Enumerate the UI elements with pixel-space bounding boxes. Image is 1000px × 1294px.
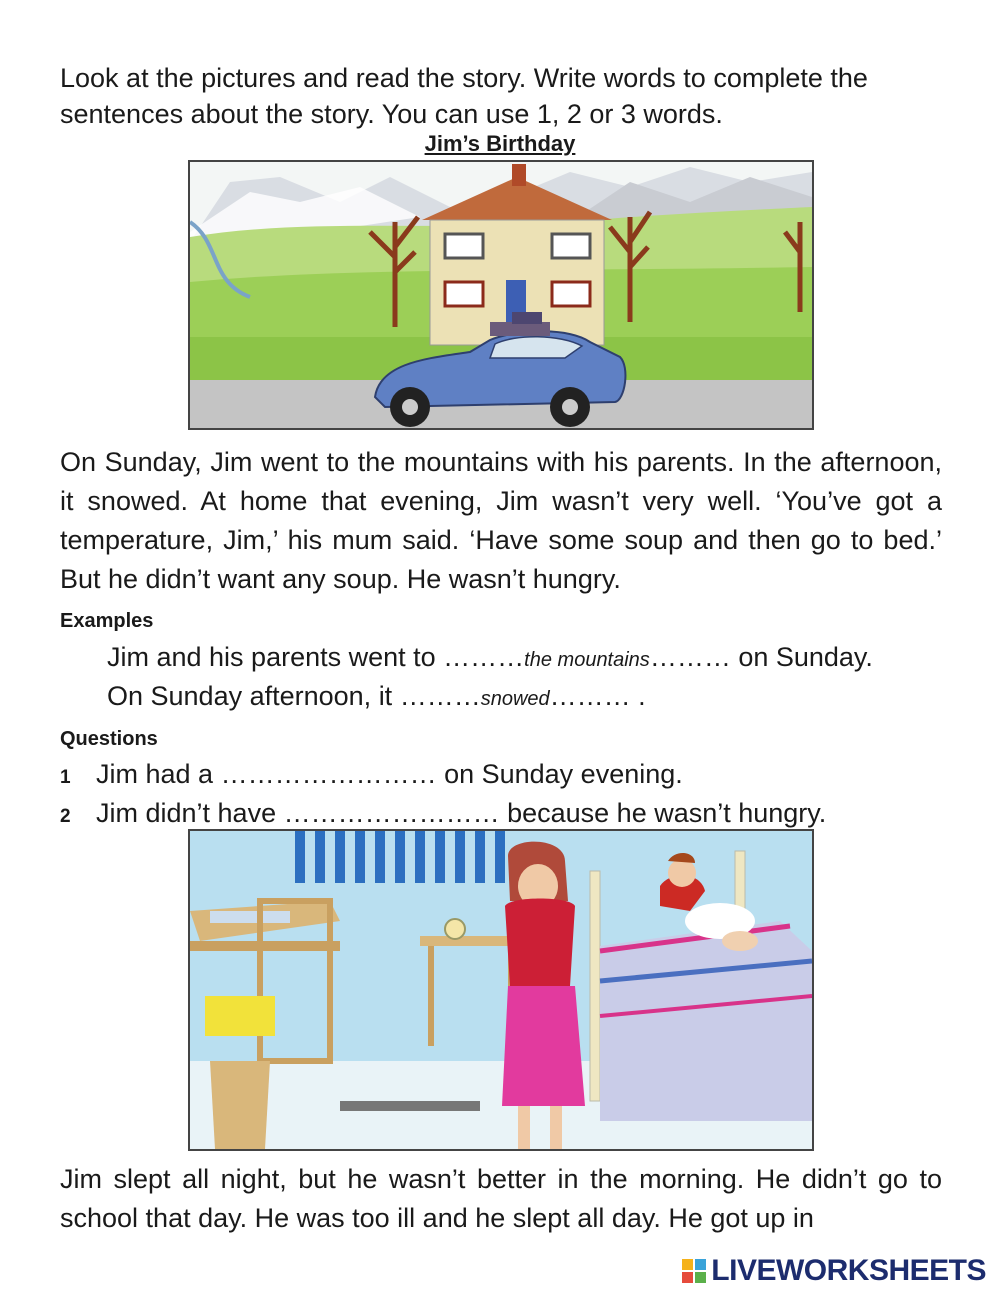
- example-1-answer: the mountains: [524, 649, 650, 671]
- question-1-number: 1: [60, 767, 71, 788]
- liveworksheets-logo-icon: [682, 1259, 706, 1283]
- instructions: Look at the pictures and read the story. Write words to complete the sentences about the story. You can use 1, 2 or 3 words.: [60, 63, 868, 129]
- questions-heading: Questions: [60, 728, 158, 750]
- example-1-after: ……… on Sunday.: [649, 642, 873, 672]
- question-2-before: Jim didn’t have: [96, 798, 284, 828]
- car-house-illustration: [190, 162, 812, 428]
- question-2-after: because he wasn’t hungry.: [499, 798, 827, 828]
- picture-car-house: [188, 160, 814, 430]
- logo-tile-1: [682, 1259, 693, 1270]
- logo-tile-3: [682, 1272, 693, 1283]
- example-2-answer: snowed: [480, 688, 550, 710]
- examples-heading: Examples: [60, 610, 154, 632]
- logo-tile-4: [695, 1272, 706, 1283]
- question-1: [60, 755, 683, 797]
- picture-bedroom: [188, 829, 814, 1151]
- question-1-before: Jim had a: [96, 759, 221, 789]
- liveworksheets-brand-text: LIVEWORKSHEETS: [711, 1254, 986, 1287]
- liveworksheets-logo[interactable]: [682, 1254, 986, 1288]
- question-2-answer-blank[interactable]: ……………………: [283, 798, 500, 828]
- question-2-number: 2: [60, 806, 71, 827]
- question-1-answer-blank[interactable]: ……………………: [220, 759, 437, 789]
- example-1-before: Jim and his parents went to ………: [107, 642, 525, 672]
- story-paragraph-2: Jim slept all night, but he wasn’t better in the morning. He didn’t go to school that day. He was too ill and he slept all day. He got up in: [60, 1164, 942, 1233]
- logo-tile-2: [695, 1259, 706, 1270]
- example-2-after: ……… .: [549, 681, 646, 711]
- example-2: [107, 677, 646, 718]
- example-2-before: On Sunday afternoon, it ………: [107, 681, 481, 711]
- story-title: Jim’s Birthday: [424, 131, 576, 156]
- example-1: [107, 638, 873, 679]
- bedroom-illustration: [190, 831, 812, 1149]
- question-1-after: on Sunday evening.: [436, 759, 683, 789]
- story-paragraph-1: On Sunday, Jim went to the mountains with his parents. In the afternoon, it snowed. At home that evening, Jim wasn’t very well. ‘You’ve got a temperature, Jim,’ his mum said. ‘Have some soup and then go to bed.’ But he didn’t want any soup. He wasn’t hungry.: [60, 447, 942, 594]
